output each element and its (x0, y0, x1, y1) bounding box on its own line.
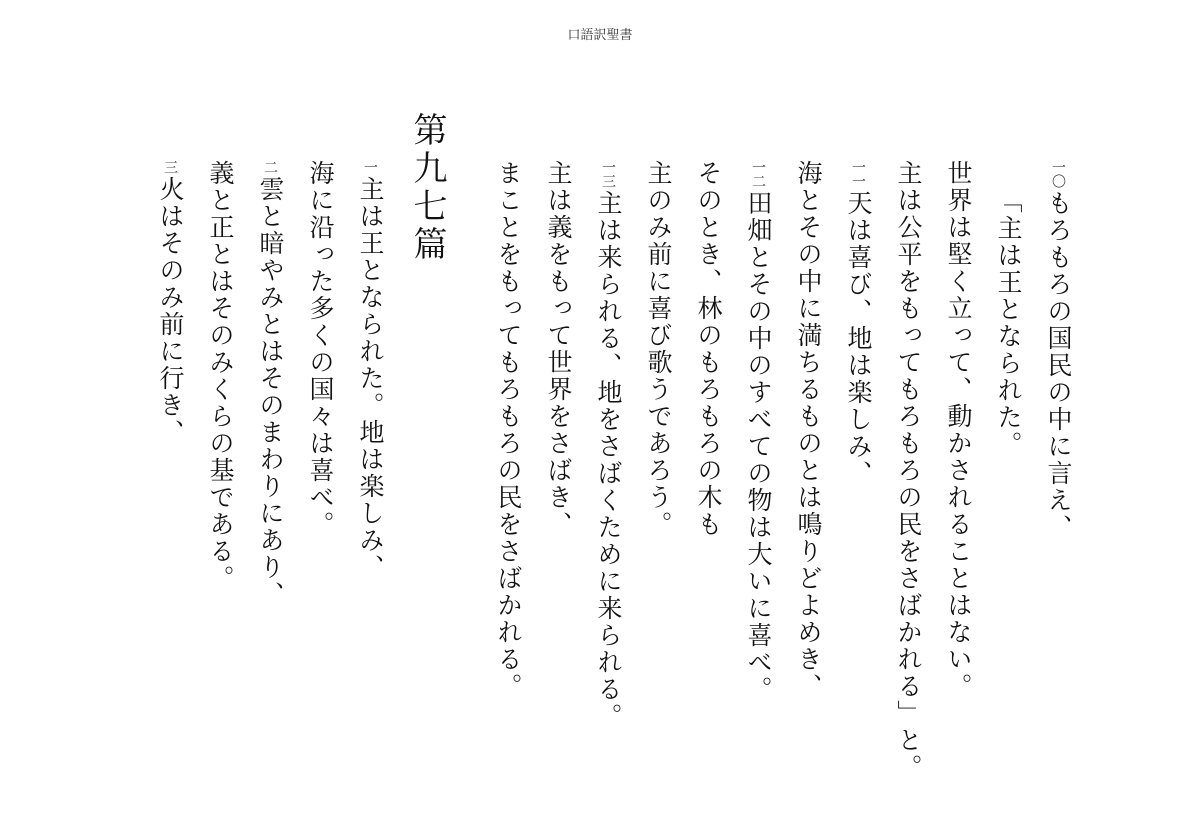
verse-line (646, 160, 671, 538)
verse-line (496, 160, 521, 700)
verse-line (846, 160, 871, 487)
verse-text: 主は公平をもってもろもろの民をさばかれる」と。 (894, 160, 923, 781)
verse-text: 火はそのみ前に行き、 (156, 176, 185, 446)
verse-line (1046, 160, 1071, 541)
verse-line (896, 160, 921, 781)
verse-text: 「主は王となられた。 (994, 188, 1023, 458)
verse-text: 義と正とはそのみくらの基である。 (206, 160, 235, 592)
verse-number: 一二 (750, 160, 766, 188)
verse-line (258, 160, 283, 608)
verse-text: 田畑とその中のすべての物は大いに喜べ。 (744, 190, 773, 703)
verse-line (546, 160, 571, 538)
verse-text: 雲と暗やみとはそのまわりにあり、 (256, 176, 285, 608)
verse-text: 世界は堅く立って、動かされることはない。 (944, 160, 973, 700)
verse-text: 海に沿った多くの国々は喜べ。 (306, 160, 335, 538)
verse-line (308, 160, 333, 538)
verse-number: 一三 (600, 160, 616, 188)
verse-line (746, 160, 771, 703)
verse-number: 二 (262, 160, 278, 174)
verse-line (796, 160, 821, 700)
verse-text: もろもろの国民の中に言え、 (1044, 190, 1073, 541)
verse-line (996, 188, 1021, 458)
verse-number: 一 (362, 160, 378, 174)
verse-text: 海とその中に満ちるものとは鳴りどよめき、 (794, 160, 823, 700)
verse-text: 主のみ前に喜び歌うであろう。 (644, 160, 673, 538)
verse-text: まことをもってもろもろの民をさばかれる。 (494, 160, 523, 700)
verse-number: 三 (162, 160, 178, 174)
verse-number: 一一 (850, 160, 866, 188)
verse-text: 主は義をもって世界をさばき、 (544, 160, 573, 538)
verse-line (596, 160, 621, 730)
running-head: 口語訳聖書 (567, 28, 633, 43)
verse-line (208, 160, 233, 592)
verse-line (946, 160, 971, 700)
verse-line (358, 160, 383, 581)
psalm-title: 第九七篇 (407, 112, 447, 264)
verse-line (696, 160, 721, 538)
verse-text: 天は喜び、地は楽しみ、 (844, 190, 873, 487)
verse-text: 主は王となられた。地は楽しみ、 (356, 176, 385, 581)
verse-text: 主は来られる、地をさばくために来られる。 (594, 190, 623, 730)
verse-line (158, 160, 183, 446)
verse-text: そのとき、林のもろもろの木も (694, 160, 723, 538)
verse-number: 一〇 (1050, 160, 1066, 188)
